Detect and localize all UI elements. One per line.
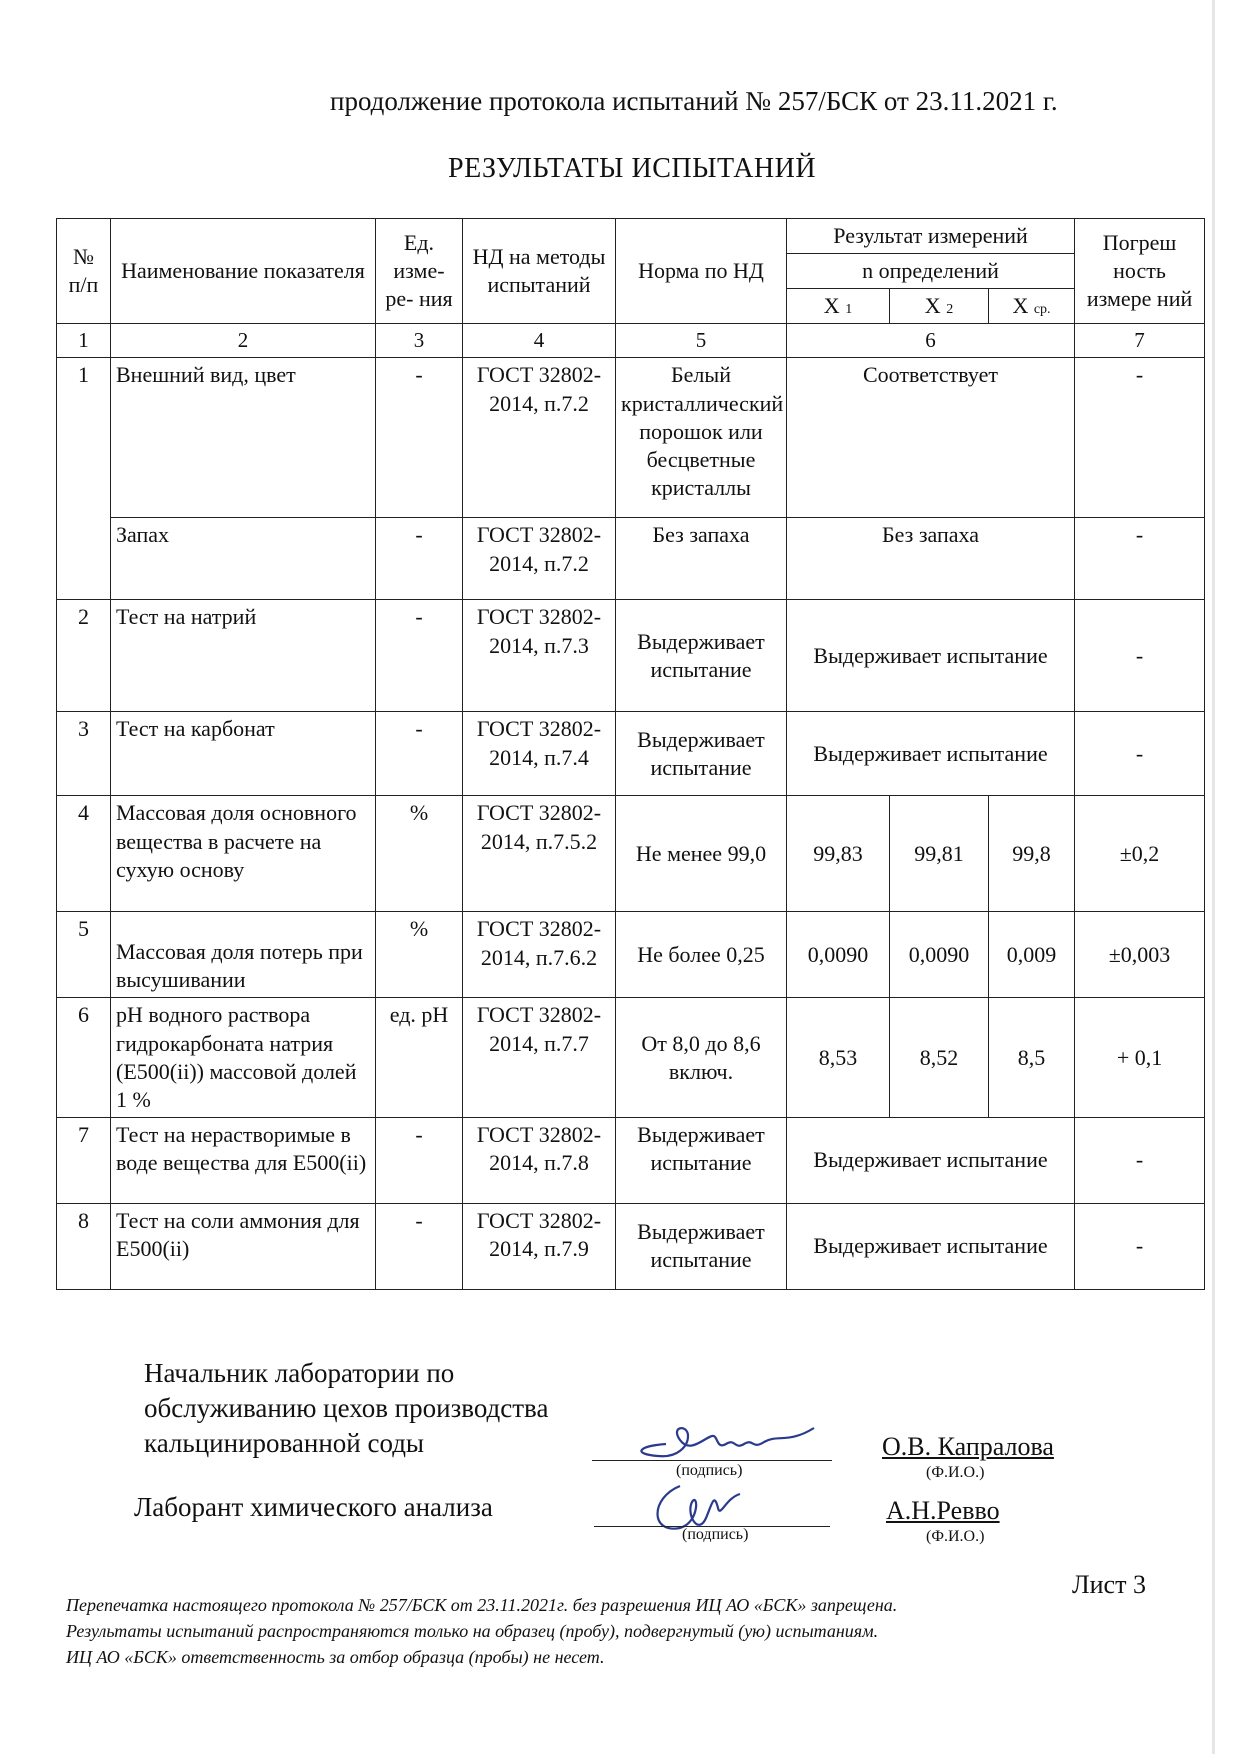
- row-x2: 8,52: [890, 998, 989, 1118]
- row-num: 1: [57, 358, 111, 600]
- header-unit: Ед. изме- ре- ния: [376, 219, 463, 324]
- head-signature-icon: [618, 1410, 838, 1470]
- row-xavg: 0,009: [989, 912, 1075, 998]
- row-result: Выдерживает испытание: [787, 600, 1075, 712]
- col-number: 4: [463, 324, 616, 358]
- row-x1: 0,0090: [787, 912, 890, 998]
- row-result: Выдерживает испытание: [787, 1117, 1075, 1203]
- row-error: -: [1075, 712, 1205, 796]
- row-unit: %: [376, 912, 463, 998]
- row-name: Тест на натрий: [111, 600, 376, 712]
- row-error: ±0,2: [1075, 796, 1205, 912]
- header-x2-sub: 2: [946, 302, 954, 318]
- row-name: Тест на нерастворимые в воде вещества для E500(ii): [111, 1117, 376, 1203]
- row-result: Без запаха: [787, 518, 1075, 600]
- row-name: Тест на карбонат: [111, 712, 376, 796]
- row-unit: -: [376, 518, 463, 600]
- footer-line: Результаты испытаний распространяются только на образец (пробу), подвергнутый (ую) испытаниям.: [66, 1621, 879, 1642]
- protocol-header-line: продолжение протокола испытаний № 257/БСК от 23.11.2021 г.: [330, 86, 1058, 116]
- row-name: Массовая доля основного вещества в расчете на сухую основу: [111, 796, 376, 912]
- table-row: [57, 1203, 1205, 1289]
- col-number: 6: [787, 324, 1075, 358]
- row-norm: От 8,0 до 8,6 включ.: [616, 998, 787, 1118]
- row-norm: Выдерживает испытание: [616, 1117, 787, 1203]
- row-num: 4: [57, 796, 111, 912]
- table-row: [57, 712, 1205, 796]
- sheet-label: Лист 3: [1072, 1570, 1146, 1599]
- footer-line: Перепечатка настоящего протокола № 257/БСК от 23.11.2021г. без разрешения ИЦ АО «БСК» запрещена.: [66, 1595, 898, 1615]
- col-number: 7: [1075, 324, 1205, 358]
- row-num: 8: [57, 1203, 111, 1289]
- row-norm: Выдерживает испытание: [616, 1203, 787, 1289]
- lab-name: А.Н.Ревво: [886, 1496, 1000, 1525]
- table-row: [57, 358, 1205, 518]
- footer-line: ИЦ АО «БСК» ответственность за отбор образца (пробы) не несет.: [66, 1647, 605, 1668]
- row-norm: Не менее 99,0: [616, 796, 787, 912]
- row-num: 6: [57, 998, 111, 1118]
- lab-role: Лаборант химического анализа: [134, 1492, 493, 1522]
- row-error: -: [1075, 1117, 1205, 1203]
- scan-edge: [1212, 0, 1215, 1754]
- row-norm: Выдерживает испытание: [616, 712, 787, 796]
- row-unit: ед. pH: [376, 998, 463, 1118]
- row-x1: 99,83: [787, 796, 890, 912]
- row-method: ГОСТ 32802-2014, п.7.2: [463, 518, 616, 600]
- table-row: [57, 1117, 1205, 1203]
- row-result: Выдерживает испытание: [787, 712, 1075, 796]
- header-result: Результат измерений: [787, 219, 1075, 254]
- row-error: -: [1075, 358, 1205, 518]
- header-n-determinations: n определений: [787, 254, 1075, 289]
- header-method: НД на методы испытаний: [463, 219, 616, 324]
- row-method: ГОСТ 32802-2014, п.7.8: [463, 1117, 616, 1203]
- col-number: 5: [616, 324, 787, 358]
- header-xavg-label: X: [1012, 293, 1029, 319]
- row-unit: %: [376, 796, 463, 912]
- results-table: [56, 218, 1205, 1290]
- row-name: Массовая доля потерь при высушивании: [111, 912, 376, 998]
- row-unit: -: [376, 1203, 463, 1289]
- row-norm: Без запаха: [616, 518, 787, 600]
- row-method: ГОСТ 32802-2014, п.7.5.2: [463, 796, 616, 912]
- col-number: 3: [376, 324, 463, 358]
- head-role: Начальник лаборатории по обслуживанию цехов производства кальцинированной соды: [144, 1358, 549, 1459]
- head-signature-line: [592, 1460, 832, 1461]
- footer-notes: [66, 1592, 897, 1670]
- col-number: 2: [111, 324, 376, 358]
- row-unit: -: [376, 712, 463, 796]
- row-num: 3: [57, 712, 111, 796]
- row-method: ГОСТ 32802-2014, п.7.9: [463, 1203, 616, 1289]
- row-method: ГОСТ 32802-2014, п.7.7: [463, 998, 616, 1118]
- row-unit: -: [376, 600, 463, 712]
- header-xavg: [989, 289, 1075, 324]
- row-norm: Не более 0,25: [616, 912, 787, 998]
- row-name: pH водного раствора гидрокарбоната натрия (E500(ii)) массовой долей 1 %: [111, 998, 376, 1118]
- lab-name-caption: (Ф.И.О.): [926, 1528, 985, 1545]
- row-error: -: [1075, 1203, 1205, 1289]
- row-method: ГОСТ 32802-2014, п.7.3: [463, 600, 616, 712]
- row-xavg: 99,8: [989, 796, 1075, 912]
- header-num: № п/п: [57, 219, 111, 324]
- row-name: Тест на соли аммония для E500(ii): [111, 1203, 376, 1289]
- header-norm: Норма по НД: [616, 219, 787, 324]
- header-xavg-sub: ср.: [1033, 302, 1051, 318]
- header-error: Погреш ность измере ний: [1075, 219, 1205, 324]
- head-signature-caption: (подпись): [676, 1462, 743, 1479]
- row-error: + 0,1: [1075, 998, 1205, 1118]
- row-x2: 99,81: [890, 796, 989, 912]
- column-number-row: [57, 324, 1205, 358]
- head-name-caption: (Ф.И.О.): [926, 1464, 985, 1481]
- row-num: 5: [57, 912, 111, 998]
- row-name: Внешний вид, цвет: [111, 358, 376, 518]
- lab-signature-caption: (подпись): [682, 1526, 749, 1543]
- document-title: РЕЗУЛЬТАТЫ ИСПЫТАНИЙ: [448, 153, 817, 184]
- row-error: -: [1075, 518, 1205, 600]
- header-x2-label: X: [924, 293, 941, 319]
- row-result: Соответствует: [787, 358, 1075, 518]
- table-row: [57, 600, 1205, 712]
- row-x1: 8,53: [787, 998, 890, 1118]
- row-unit: -: [376, 1117, 463, 1203]
- row-norm: Белый кристаллический порошок или бесцветные кристаллы: [616, 358, 787, 518]
- header-x1-label: X: [823, 293, 840, 319]
- table-row: [57, 796, 1205, 912]
- row-error: ±0,003: [1075, 912, 1205, 998]
- row-result: Выдерживает испытание: [787, 1203, 1075, 1289]
- table-row: [57, 998, 1205, 1118]
- row-xavg: 8,5: [989, 998, 1075, 1118]
- row-method: ГОСТ 32802-2014, п.7.2: [463, 358, 616, 518]
- row-num: 2: [57, 600, 111, 712]
- row-num: 7: [57, 1117, 111, 1203]
- row-unit: -: [376, 358, 463, 518]
- header-name: Наименование показателя: [111, 219, 376, 324]
- header-x2: [890, 289, 989, 324]
- head-name: О.В. Капралова: [882, 1432, 1054, 1461]
- header-x1: [787, 289, 890, 324]
- row-method: ГОСТ 32802-2014, п.7.4: [463, 712, 616, 796]
- table-row: [57, 912, 1205, 998]
- row-method: ГОСТ 32802-2014, п.7.6.2: [463, 912, 616, 998]
- row-norm: Выдерживает испытание: [616, 600, 787, 712]
- col-number: 1: [57, 324, 111, 358]
- row-x2: 0,0090: [890, 912, 989, 998]
- header-x1-sub: 1: [845, 302, 853, 318]
- table-row: [57, 518, 1205, 600]
- row-name: Запах: [111, 518, 376, 600]
- row-error: -: [1075, 600, 1205, 712]
